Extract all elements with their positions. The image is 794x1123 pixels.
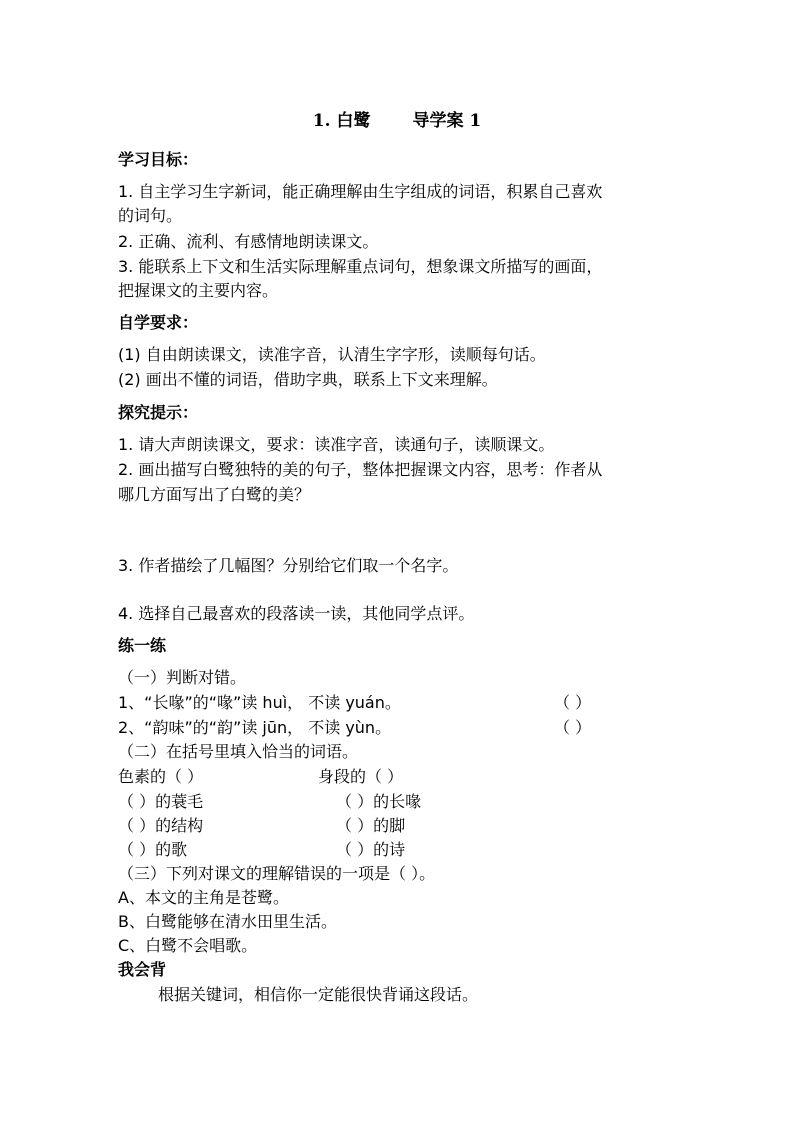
explore-line: 1. 请大声朗读课文，要求：读准字音，读通句子，读顺课文。: [118, 435, 555, 454]
part1-label: （一）判断对错。: [118, 668, 247, 687]
explore-line: 哪几方面写出了白鹭的美？: [118, 485, 311, 504]
choice-option-b: B、白鹭能够在清水田里生活。: [118, 912, 337, 931]
part2-label: （二）在括号里填入恰当的词语。: [118, 742, 359, 761]
goal-line: 的词句。: [118, 206, 183, 225]
part3-label: （三）下列对课文的理解错误的一项是（ ）。: [118, 864, 436, 883]
fill-blank-item: 身段的（ ）: [318, 767, 404, 786]
recite-text: 根据关键词，相信你一定能很快背诵这段话。: [158, 985, 479, 1004]
true-false-question: 1、“长喙”的“喙”读 huì， 不读 yuán。: [118, 693, 401, 712]
explore-line: 4. 选择自己最喜欢的段落读一读，其他同学点评。: [118, 604, 475, 623]
practice-heading: 练一练: [118, 636, 167, 655]
explore-heading: 探究提示：: [118, 403, 199, 422]
fill-blank-item: （ ）的结构: [118, 816, 204, 835]
true-false-question: 2、“韵味”的“韵”读 jūn， 不读 yùn。: [118, 718, 392, 737]
explore-line: 3. 作者描绘了几幅图？分别给它们取一个名字。: [118, 556, 459, 575]
lesson-subtitle: 导学案 1: [412, 111, 482, 131]
self-study-line: (1) 自由朗读课文，读准字音，认清生字字形，读顺每句话。: [118, 345, 546, 364]
fill-blank-item: 色素的（ ）: [118, 767, 204, 786]
choice-option-a: A、本文的主角是苍鹭。: [118, 888, 289, 907]
recite-heading: 我会背: [118, 960, 167, 979]
fill-blank-item: （ ）的歌: [118, 840, 188, 859]
page-title: [0, 106, 794, 131]
answer-paren[interactable]: （ ）: [554, 718, 592, 737]
fill-blank-item: （ ）的蓑毛: [118, 792, 204, 811]
fill-blank-item: （ ）的脚: [336, 816, 406, 835]
self-study-heading: 自学要求：: [118, 313, 199, 332]
goal-line: 3. 能联系上下文和生活实际理解重点词句，想象课文所描写的画面，: [118, 257, 603, 276]
goal-line: 2. 正确、流利、有感情地朗读课文。: [118, 232, 379, 251]
explore-line: 2. 画出描写白鹭独特的美的句子，整体把握课文内容，思考：作者从: [118, 460, 603, 479]
fill-blank-item: （ ）的诗: [336, 840, 406, 859]
goal-line: 把握课文的主要内容。: [118, 281, 279, 300]
goal-line: 1. 自主学习生字新词，能正确理解由生字组成的词语，积累自己喜欢: [118, 182, 603, 201]
choice-option-c: C、白鹭不会唱歌。: [118, 936, 258, 955]
answer-paren[interactable]: （ ）: [554, 693, 592, 712]
lesson-title: 1. 白鹭: [312, 111, 371, 131]
goals-heading: 学习目标：: [118, 150, 199, 169]
fill-blank-item: （ ）的长喙: [336, 792, 422, 811]
self-study-line: (2) 画出不懂的词语，借助字典，联系上下文来理解。: [118, 370, 498, 389]
